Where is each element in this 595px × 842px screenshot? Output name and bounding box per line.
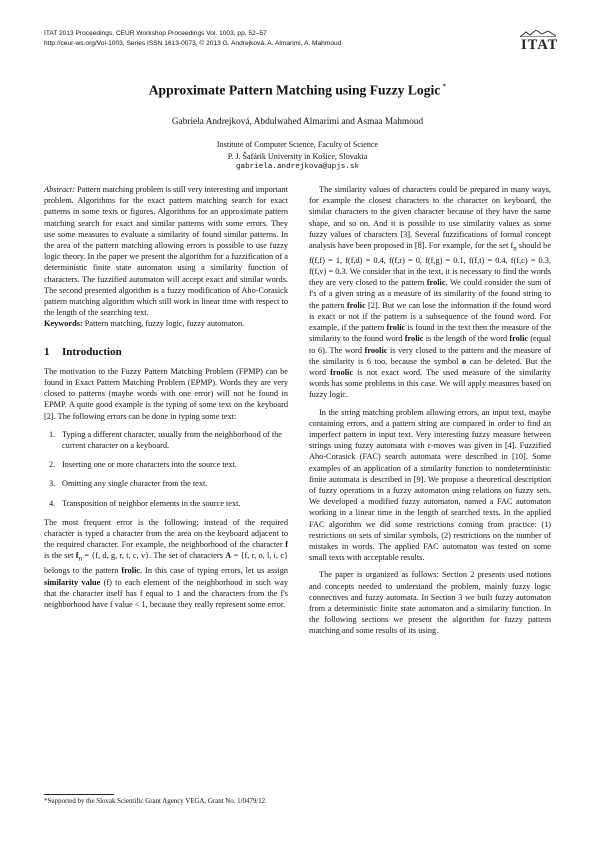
typing-errors-list xyxy=(44,429,288,509)
right-paragraph-1: The similarity values of characters could be prepared in many ways, for example the closest characters to the character on keyboard, the similar characters to the given character because of they have the same shape, and so on. And it is possible to use similarity values as some fuzzy values of characters [3]. Several fuzzifications of formal concept analysis have been proposed in [8]. For example, for the set $f_n$ should be f(f,f) = 1, f(f,d) = 0.4, f(f,r) = 0, f(f,g) = 0.1, f(f,t) = 0.4, f(f,c) = 0.3, f(f,v) = 0.3. We consider that in the text, it is necessary to find the words they are very closed to the pattern frolic. We could consider the sum of f's of a given string as a measure of its similarity of the found string to the pattern frolic [2]. But we can lose the information if the found word is exact or not if the pattern is a subsequence of the found word. For example, if the pattern frolic is found in the text then the measure of the similarity to the found word frolic is the length of the word frolic (equal to 6). The word froolic is very closed to the pattern and the measure of the similarity is 6 too, because the symbol o can be deleted. But the word froolic is not exact word. The used measure of the similarity words has some problems in this case. We will apply measures based on fuzzy logic. xyxy=(309,185,552,400)
title-text: Approximate Pattern Matching using Fuzzy Logic xyxy=(148,82,441,98)
abstract xyxy=(44,184,288,318)
right-column xyxy=(309,184,551,637)
abstract-text: Pattern matching problem is still very interesting and important problem. Algorithms for the exact pattern matching search for exact patterns in some texts or figures. Algorithms for an approximate pattern matching search for exact and similar patterns with some errors. They use some measures to evaluate a similarity of found similar patterns. In the area of the pattern matching allowing errors is possible to use fuzzy logic theory. In the paper we present the algorithm for a fuzzification of a deterministic finite state automaton using a similarity function of characters. The fuzzified automaton will accept exact and similar words. The second presented algorithm is a fuzzy modification of Aho-Corasick pattern matching algorithm which still work in linear time with respect to the length of the searching text. xyxy=(44,185,288,318)
affiliation xyxy=(0,139,595,174)
header-line-2: http://ceur-ws.org/Vol-1003, Series ISSN 1613-0073, © 2013 G. Andrejková, A. Almarimi, A. Mahmoud xyxy=(44,39,342,47)
section-heading-introduction xyxy=(44,347,288,358)
list-item xyxy=(44,459,288,470)
list-item-number: 2. xyxy=(49,460,56,470)
itat-logo xyxy=(520,30,559,53)
list-item xyxy=(44,498,288,509)
intro-paragraph-2: The most frequent error is the following: instead of the required character is typed a character from the area on the keyboard adjacent to the required character. For example, the neighborhood of the character f is the set $f_n = \{f$, d, g, r, t, c, v}. The set of characters A = {f, r, o, l, i, c} belongs to the pattern frolic. In this case of typing errors, let us assign similarity value (f) to each element of the neighborhood in such way that the character itself has f equal to 1 and the characters from the f's neighborhood have f value < 1, because they really represent some error. xyxy=(44,517,289,609)
left-column xyxy=(44,184,288,610)
affiliation-line-1: Institute of Computer Science, Faculty of Science xyxy=(216,140,379,149)
section-title: Introduction xyxy=(62,345,122,358)
list-item-text: Transposition of neighbor elements in the source text. xyxy=(62,498,241,508)
paper-title xyxy=(0,78,595,99)
affiliation-line-2: P. J. Šafárik University in Košice, Slovakia xyxy=(227,151,368,161)
list-item-number: 3. xyxy=(49,479,56,489)
logo-mountain-icon xyxy=(520,30,556,37)
proceedings-header xyxy=(44,29,504,48)
list-item xyxy=(44,429,288,451)
list-item-text: Omitting any single character from the text. xyxy=(62,479,208,489)
keywords-label: Keywords: xyxy=(44,319,83,329)
list-item xyxy=(44,478,288,489)
right-paragraph-2: In the string matching problem allowing errors, an input text, maybe containing errors, and a pattern string are compared in order to find an imperfect pattern in input text. Very interesting fuzzy measure between strings using fuzzy automata with ε-moves was given in [4]. Fuzzified Aho-Corasick (FAC) search automata were described in [10]. Some examples of an application of a similarity function to nondeterministic finite automata is described in [9]. We propose a theoretical description of fuzzy operations in a fuzzy automaton using relations on fuzzy sets. We developed a modified fuzzy automaton, named a FAC automaton working in a linear time in the length of searched texts. In the applied FAC algorithm we did some restrictions coming from practice: (1) restrictions on sets of similar symbols, (2) restrictions on the number of mistakes in words. The applied FAC automaton was tested on some small texts with acceptable results. xyxy=(309,407,551,563)
footnote-rule xyxy=(44,794,114,795)
list-item-text: Typing a different character, usually from the neighborhood of the current character on a keyboard. xyxy=(62,429,282,451)
title-footnote-mark: * xyxy=(442,82,447,91)
logo-text: ITAT xyxy=(521,37,559,53)
right-paragraph-3: The paper is organized as follows: Section 2 presents used notions and concepts needed to understand the problem, mainly fuzzy logic connectives and fuzzy automata. In Section 3 we built fuzzy automaton from a deterministic finite state automaton and a similarity function. In the following sections we present the algorithm for fuzzy pattern matching and some results of its using. xyxy=(309,570,551,636)
keywords xyxy=(44,318,288,329)
list-item-number: 1. xyxy=(49,429,56,439)
footnote: *Supported by the Slovak Scientific Grant Agency VEGA, Grant No. 1/0479/12. xyxy=(44,798,267,805)
author-email: gabriela.andrejkova@upjs.sk xyxy=(235,163,360,172)
section-number: 1 xyxy=(44,345,50,358)
keywords-text: Pattern matching, fuzzy logic, fuzzy automaton. xyxy=(84,319,245,329)
list-item-text: Inserting one or more characters into the source text. xyxy=(62,460,237,470)
list-item-number: 4. xyxy=(49,498,56,508)
abstract-label: Abstract: xyxy=(44,185,75,194)
header-line-1: ITAT 2013 Proceedings, CEUR Workshop Proceedings Vol. 1003, pp. 52–57 xyxy=(44,30,267,37)
authors: Gabriela Andrejková, Abdulwahed Almarimi and Asmaa Mahmoud xyxy=(171,117,424,127)
intro-paragraph-1: The motivation to the Fuzzy Pattern Matching Problem (FPMP) can be found in Exact Pattern Matching Problem (EPMP). Words they are very closed to patterns (maybe words with one error) will not be found in EPMP. A quite good example is the typing of some text on the keyboard [2]. The following errors can be done in typing some text: xyxy=(44,366,288,421)
